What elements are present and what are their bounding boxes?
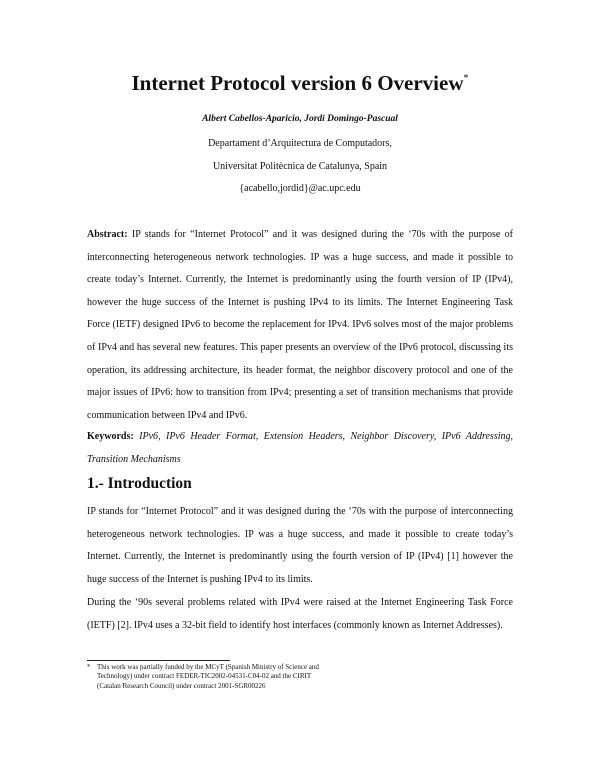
footnote-divider xyxy=(87,660,230,661)
introduction-paragraph-1: IP stands for “Internet Protocol” and it was designed during the ‘70s with the purpose of interconnecting heterogeneous network technologies. IP was a huge success, and made it possible to create today’s Internet. Currently, the Internet is predominantly using the fourth version of IP (IPv4) [1] however the huge success of the Internet is pushing IPv4 to its limits. xyxy=(87,506,513,585)
keywords-label: Keywords: xyxy=(87,431,134,442)
abstract-text: IP stands for “Internet Protocol” and it was designed during the ‘70s with the purpose of interconnecting heterogeneous network technologies. IP was a huge success, and made it possible to create today’s Internet. Currently, the Internet is predominantly using the fourth version of IP (IPv4), however the huge success of the Internet is pushing IPv4 to its limits. The Internet Engineering Task Force (IETF) designed IPv6 to become the replacement for IPv4. IPv6 solves most of the major problems of IPv4 and has several new features. This paper presents an overview of the IPv6 protocol, discussing its operation, its addressing architecture, its header format, the neighbor discovery protocol and one of the major issues of IPv6: how to transition from IPv4; presenting a set of transition mechanisms that provide communication between IPv4 and IPv6. xyxy=(87,229,514,421)
title-footnote-mark: * xyxy=(463,73,469,84)
introduction-paragraph-2: During the ‘90s several problems related with IPv4 were raised at the Internet Engineering Task Force (IETF) [2]. IPv4 uses a 32-bit field to identify host interfaces (commonly known as Internet Addresses). xyxy=(87,597,513,631)
keywords xyxy=(87,426,513,471)
affiliation-emails: {acabello,jordid}@ac.upc.edu xyxy=(239,183,361,194)
footnote xyxy=(87,663,327,691)
affiliation-department: Departament d’Arquitectura de Computadors, xyxy=(208,138,392,149)
paper-title-text: Internet Protocol version 6 Overview xyxy=(131,71,464,95)
abstract-label: Abstract: xyxy=(87,229,128,240)
paper-title xyxy=(0,70,600,96)
paper-authors: Albert Cabellos-Aparicio, Jordi Domingo-Pascual xyxy=(202,114,398,124)
abstract xyxy=(87,224,513,427)
section-heading-introduction: 1.- Introduction xyxy=(87,475,192,492)
keywords-text: IPv6, IPv6 Header Format, Extension Headers, Neighbor Discovery, IPv6 Addressing, Transition Mechanisms xyxy=(87,431,513,465)
footnote-text: This work was partially funded by the MCyT (Spanish Ministry of Science and Technology) under contract FEDER-TIC2002-04531-C04-02 and the CIRIT (Catalan Research Council) under contract 2001-SGR00226 xyxy=(97,663,319,690)
footnote-mark: * xyxy=(87,663,91,671)
affiliation-university: Universitat Politècnica de Catalunya, Spain xyxy=(212,161,388,172)
